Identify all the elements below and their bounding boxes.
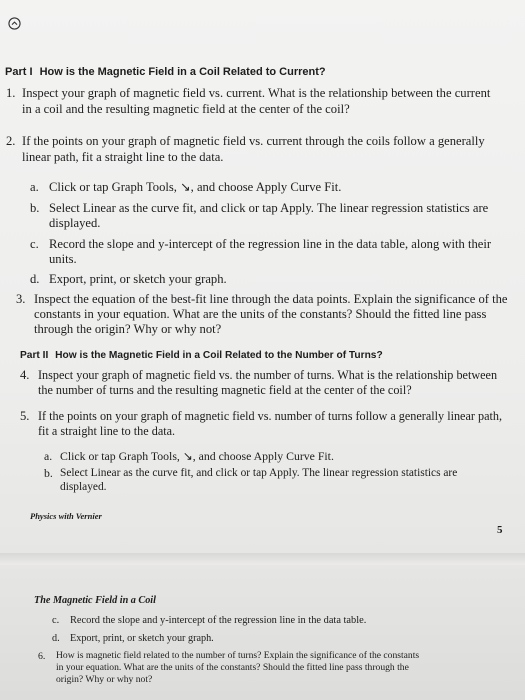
q3-text-line3: through the origin? Why or why not? (34, 322, 222, 336)
q5-number: 5. (20, 409, 30, 423)
q3-number: 3. (16, 292, 26, 306)
page-divider (0, 553, 525, 565)
step-c-letter: c. (30, 237, 39, 251)
step-c-text-line2: units. (49, 252, 77, 266)
step-a-text: Click or tap Graph Tools, ↘, and choose Apply Curve Fit. (49, 180, 342, 194)
part2-title: How is the Magnetic Field in a Coil Related to the Number of Turns? (55, 350, 383, 361)
step2-a-text: Click or tap Graph Tools, ↘, and choose Apply Curve Fit. (60, 449, 334, 463)
q6-number: 6. (38, 651, 46, 662)
q1-number: 1. (6, 86, 16, 100)
step-b-letter: b. (30, 201, 40, 215)
running-head: The Magnetic Field in a Coil (34, 595, 156, 606)
q4-number: 4. (20, 368, 30, 382)
step-d-letter: d. (30, 272, 40, 286)
q4-text-line2: the number of turns and the resulting magnetic field at the center of the coil? (38, 383, 412, 397)
step-b-text-line1: Select Linear as the curve fit, and click or tap Apply. The linear regression statistics are (49, 201, 489, 215)
part2-label: Part II (20, 350, 49, 361)
chevron-circle-icon (8, 17, 21, 30)
step2-b-text-line2: displayed. (60, 481, 107, 493)
part1-header (5, 66, 326, 78)
step2-b-letter: b. (44, 466, 53, 480)
page-number: 5 (497, 524, 503, 536)
q2-text-line1: If the points on your graph of magnetic field vs. current through the coils follow a generally (22, 134, 485, 148)
step-c-text-line1: Record the slope and y-intercept of the regression line in the data table, along with their (49, 237, 492, 251)
q1-text-line2: in a coil and the resulting magnetic field at the center of the coil? (22, 102, 350, 116)
step2-b-text-line1: Select Linear as the curve fit, and click or tap Apply. The linear regression statistics are (60, 467, 458, 479)
q6-text-line2: in your equation. What are the units of the constants? Should the fitted line pass through the (56, 662, 409, 673)
next-step-c-text: Record the slope and y-intercept of the regression line in the data table. (70, 615, 367, 626)
step-a-letter: a. (30, 180, 39, 194)
q6-text-line1: How is magnetic field related to the number of turns? Explain the significance of the constants (56, 650, 420, 661)
step-d-text: Export, print, or sketch your graph. (49, 272, 227, 286)
footer-source: Physics with Vernier (30, 511, 102, 521)
q2-text-line2: linear path, fit a straight line to the data. (22, 150, 224, 164)
q4-text-line1: Inspect your graph of magnetic field vs. the number of turns. What is the relationship between (38, 368, 498, 382)
next-step-c-letter: c. (52, 615, 60, 626)
q3-text-line1: Inspect the equation of the best-fit line through the data points. Explain the significance of the (34, 292, 508, 306)
part1-label: Part I (5, 66, 33, 78)
q6-text-line3: origin? Why or why not? (56, 674, 153, 685)
q1-text-line1: Inspect your graph of magnetic field vs. current. What is the relationship between the current (22, 86, 491, 100)
q5-text-line2: fit a straight line to the data. (38, 424, 176, 438)
part1-title: How is the Magnetic Field in a Coil Related to Current? (39, 66, 326, 78)
q2-number: 2. (6, 134, 16, 148)
step2-a-letter: a. (44, 449, 53, 463)
next-step-d-text: Export, print, or sketch your graph. (70, 633, 214, 644)
step-b-text-line2: displayed. (49, 216, 101, 230)
next-step-d-letter: d. (52, 633, 60, 644)
part2-header (20, 350, 383, 361)
q3-text-line2: constants in your equation. What are the units of the constants? Should the fitted line pass (34, 307, 487, 321)
q5-text-line1: If the points on your graph of magnetic field vs. number of turns follow a generally linear path, (38, 409, 503, 423)
